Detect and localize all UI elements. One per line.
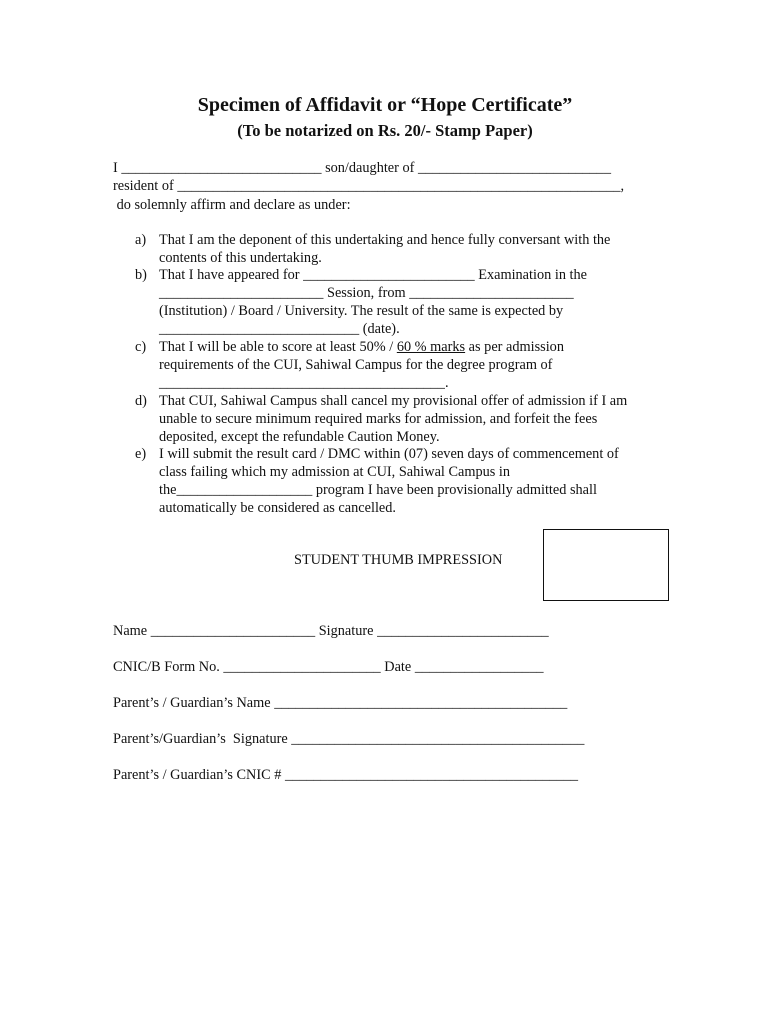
item-d-letter: d) <box>135 393 147 409</box>
intro-line-2: resident of ______________________________________________________________, <box>113 178 625 194</box>
item-d-line-1: That CUI, Sahiwal Campus shall cancel my provisional offer of admission if I am <box>159 393 628 409</box>
item-b-line-2: _______________________ Session, from _______________________ <box>159 285 574 301</box>
document-title: Specimen of Affidavit or “Hope Certificate” <box>197 94 573 116</box>
item-e-line-1: I will submit the result card / DMC within (07) seven days of commencement of <box>159 446 619 462</box>
item-c-line-1-pre: That I will be able to score at least 50% / <box>159 339 397 355</box>
item-c-line-1-post: as per admission <box>465 339 564 355</box>
guardian-signature-field: Parent’s/Guardian’s Signature _________________________________________ <box>113 731 585 747</box>
item-a-line-1: That I am the deponent of this undertaking and hence fully conversant with the <box>159 232 611 248</box>
thumb-impression-box <box>543 529 669 601</box>
item-e-letter: e) <box>135 446 147 462</box>
intro-line-3: do solemnly affirm and declare as under: <box>113 197 351 213</box>
name-signature-field: Name _______________________ Signature ________________________ <box>113 623 549 639</box>
item-c-line-3: ________________________________________. <box>159 375 449 391</box>
guardian-cnic-field: Parent’s / Guardian’s CNIC # _________________________________________ <box>113 767 579 783</box>
item-e-line-3: the___________________ program I have been provisionally admitted shall <box>159 482 597 498</box>
item-a-letter: a) <box>135 232 147 248</box>
item-d-line-3: deposited, except the refundable Caution Money. <box>159 429 440 445</box>
item-c-line-1 <box>159 338 564 356</box>
item-c-line-2: requirements of the CUI, Sahiwal Campus for the degree program of <box>159 357 553 373</box>
intro-line-1: I ____________________________ son/daughter of ___________________________ <box>113 160 611 176</box>
document-subtitle: (To be notarized on Rs. 20/- Stamp Paper) <box>237 121 533 140</box>
guardian-name-field: Parent’s / Guardian’s Name _________________________________________ <box>113 695 568 711</box>
cnic-date-field: CNIC/B Form No. ______________________ Date __________________ <box>113 659 544 675</box>
item-e-line-2: class failing which my admission at CUI, Sahiwal Campus in <box>159 464 511 480</box>
item-e-line-4: automatically be considered as cancelled. <box>159 500 396 516</box>
item-c-letter: c) <box>135 339 147 355</box>
thumb-impression-label: STUDENT THUMB IMPRESSION <box>294 552 503 568</box>
item-d-line-2: unable to secure minimum required marks for admission, and forfeit the fees <box>159 411 598 427</box>
item-c-line-1-underlined: 60 % marks <box>396 339 466 355</box>
item-b-letter: b) <box>135 267 147 283</box>
item-b-line-3: (Institution) / Board / University. The result of the same is expected by <box>159 303 564 319</box>
item-a-line-2: contents of this undertaking. <box>159 250 322 266</box>
item-b-line-4: ____________________________ (date). <box>159 321 400 337</box>
item-b-line-1: That I have appeared for ________________________ Examination in the <box>159 267 588 283</box>
